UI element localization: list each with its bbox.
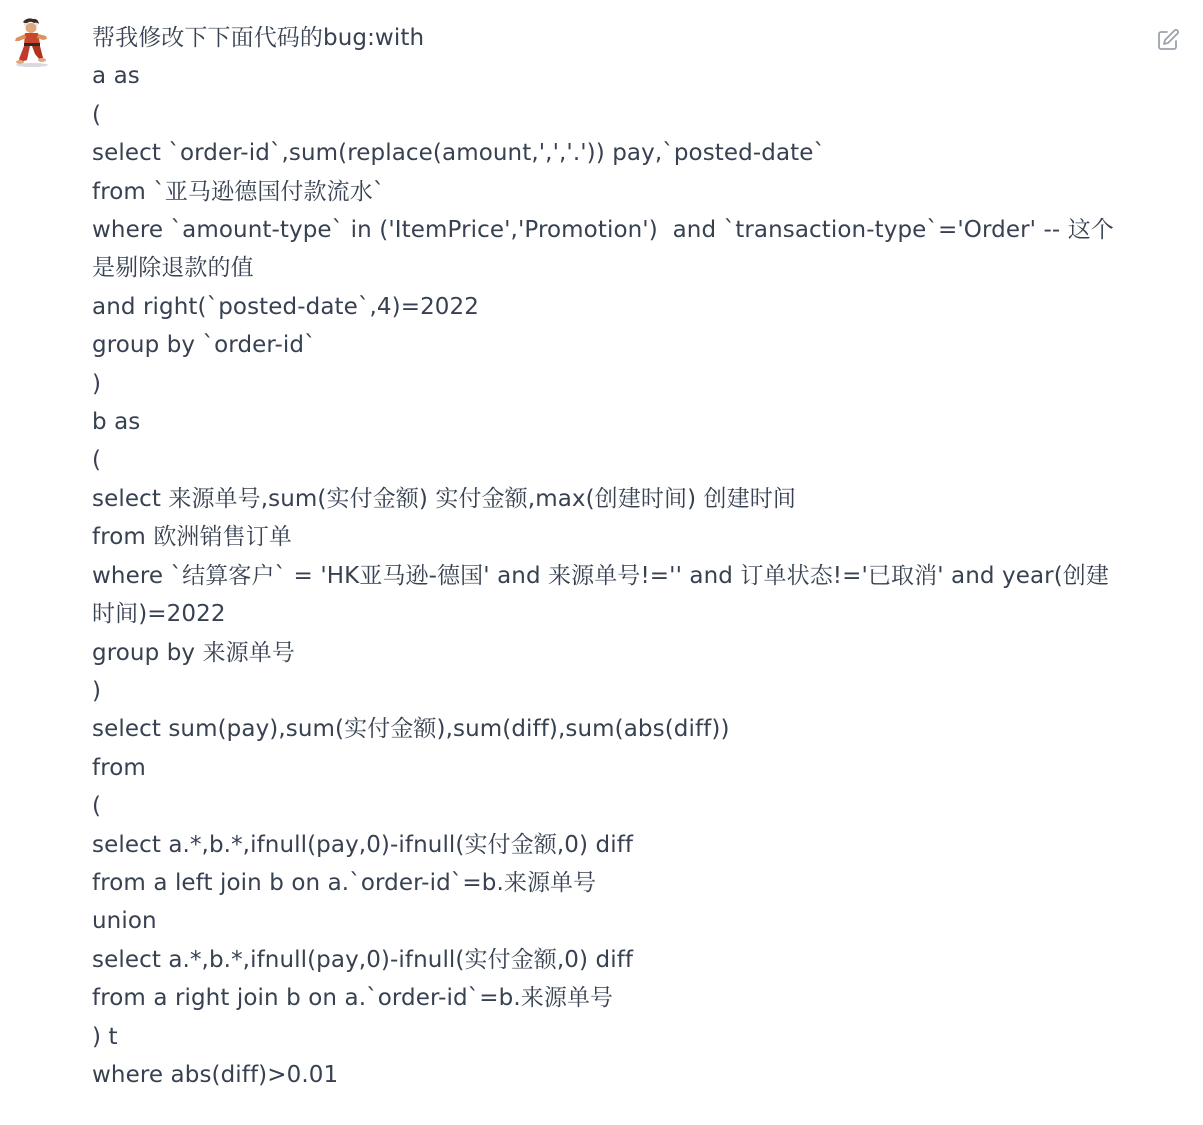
- message-line: from 欧洲销售订单: [92, 524, 292, 551]
- message-line: (: [92, 101, 102, 128]
- message-line: select `order-id`,sum(replace(amount,',','.')) pay,`posted-date`: [92, 140, 826, 167]
- message-line: select sum(pay),sum(实付金额),sum(diff),sum(abs(diff)): [92, 716, 730, 743]
- message-line: where `amount-type` in ('ItemPrice','Promotion') and `transaction-type`='Order' -- 这个是剔除退款的值: [92, 217, 1114, 282]
- message-line: 帮我修改下下面代码的bug:with: [92, 25, 425, 51]
- user-avatar-icon: [10, 16, 52, 68]
- message-line: (: [92, 793, 102, 820]
- message-line: and right(`posted-date`,4)=2022: [92, 293, 480, 320]
- message-line: from `亚马逊德国付款流水`: [92, 178, 385, 205]
- message-line: select 来源单号,sum(实付金额) 实付金额,max(创建时间) 创建时间: [92, 485, 796, 512]
- message-line: select a.*,b.*,ifnull(pay,0)-ifnull(实付金额,0) diff: [92, 831, 634, 858]
- user-avatar: [10, 16, 52, 68]
- message-line: a as: [92, 63, 140, 90]
- edit-button[interactable]: [1154, 26, 1182, 54]
- message-line: b as: [92, 409, 141, 436]
- edit-icon: [1156, 28, 1180, 52]
- message-line: where abs(diff)>0.01: [92, 1061, 339, 1088]
- message-line: group by 来源单号: [92, 639, 295, 666]
- message-line: from: [92, 754, 146, 781]
- message-line: where `结算客户` = 'HK亚马逊-德国' and 来源单号!='' and 订单状态!='已取消' and year(创建时间)=2022: [92, 562, 1110, 628]
- message-line: union: [92, 908, 157, 935]
- message-line: from a right join b on a.`order-id`=b.来源单号: [92, 985, 614, 1012]
- message-line: ): [92, 677, 102, 704]
- message-line: ): [92, 370, 102, 397]
- message-line: group by `order-id`: [92, 332, 316, 359]
- message-line: from a left join b on a.`order-id`=b.来源单号: [92, 869, 597, 896]
- message-line: (: [92, 447, 102, 474]
- message-text: [92, 19, 1132, 1094]
- message-line: select a.*,b.*,ifnull(pay,0)-ifnull(实付金额,0) diff: [92, 946, 634, 973]
- message-line: ) t: [92, 1023, 118, 1050]
